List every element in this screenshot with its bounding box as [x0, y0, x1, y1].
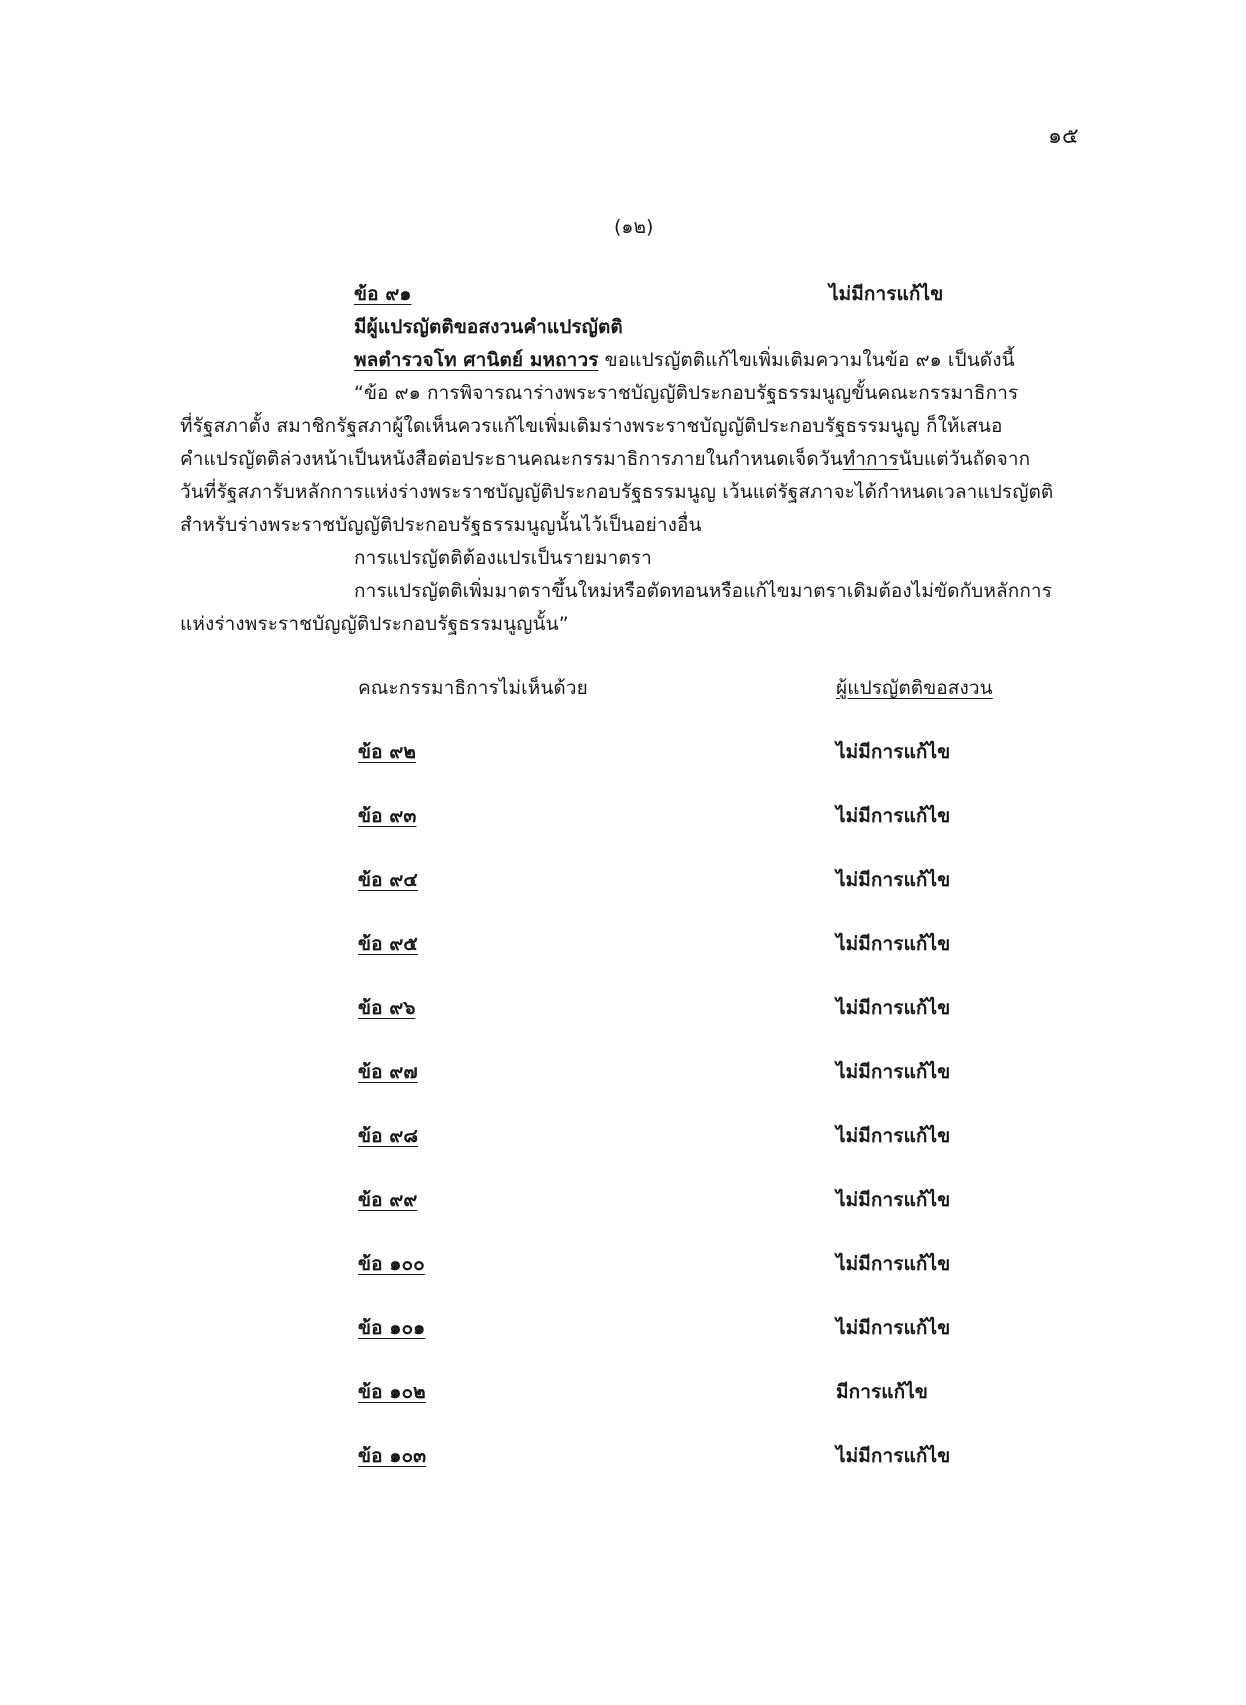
clause-status: ไม่มีการแก้ไข — [836, 805, 951, 827]
quote-line-3-underlined: ทำการ — [842, 448, 899, 470]
clause-91-label: ข้อ ๙๑ — [354, 283, 412, 305]
clause-91-status: ไม่มีการแก้ไข — [829, 283, 944, 305]
proposer-name: พลตำรวจโท ศานิตย์ มหถาวร — [354, 349, 599, 371]
clause-label: ข้อ ๑๐๑ — [358, 1317, 426, 1339]
clause-status: ไม่มีการแก้ไข — [836, 1445, 951, 1467]
quote-line-1: “ข้อ ๙๑ การพิจารณาร่างพระราชบัญญัติประกอบรัฐธรรมนูญขั้นคณะกรรมาธิการ — [354, 382, 1019, 404]
clause-label: ข้อ ๙๕ — [358, 933, 418, 955]
clause-label: ข้อ ๙๔ — [358, 869, 418, 891]
page-number: ๑๕ — [1048, 124, 1079, 149]
quote-line-5: สำหรับร่างพระราชบัญญัติประกอบรัฐธรรมนูญนั้นไว้เป็นอย่างอื่น — [180, 514, 702, 536]
quote-line-3-part-1: คำแปรญัตติล่วงหน้าเป็นหนังสือต่อประธานคณะกรรมาธิการภายในกำหนดเจ็ดวัน — [180, 448, 843, 470]
clause-label: ข้อ ๙๓ — [358, 805, 417, 827]
proposer-line — [354, 344, 1015, 377]
clause-status: มีการแก้ไข — [836, 1381, 928, 1403]
quote-line-4: วันที่รัฐสภารับหลักการแห่งร่างพระราชบัญญัติประกอบรัฐธรรมนูญ เว้นแต่รัฐสภาจะได้กำหนดเวลาแปรญัตติ — [180, 481, 1054, 503]
clause-label: ข้อ ๙๒ — [358, 741, 416, 763]
reserving-proposer: ผู้แปรญัตติขอสงวน — [836, 677, 993, 699]
quote-line-8: แห่งร่างพระราชบัญญัติประกอบรัฐธรรมนูญนั้น” — [180, 613, 569, 635]
clause-label: ข้อ ๙๗ — [358, 1061, 418, 1083]
clause-label: ข้อ ๑๐๐ — [358, 1253, 425, 1275]
section-number: (๑๒) — [614, 216, 654, 238]
clause-status: ไม่มีการแก้ไข — [836, 741, 951, 763]
clause-label: ข้อ ๑๐๒ — [358, 1381, 426, 1403]
quote-line-7: การแปรญัตติเพิ่มมาตราขึ้นใหม่หรือตัดทอนหรือแก้ไขมาตราเดิมต้องไม่ขัดกับหลักการ — [354, 580, 1052, 602]
committee-disagrees: คณะกรรมาธิการไม่เห็นด้วย — [358, 677, 588, 699]
clause-label: ข้อ ๙๘ — [358, 1125, 419, 1147]
quote-line-3 — [180, 443, 1030, 476]
clause-status: ไม่มีการแก้ไข — [836, 1125, 951, 1147]
clause-label: ข้อ ๑๐๓ — [358, 1445, 427, 1467]
quote-line-6: การแปรญัตติต้องแปรเป็นรายมาตรา — [354, 547, 652, 569]
clause-status: ไม่มีการแก้ไข — [836, 1253, 951, 1275]
clause-label: ข้อ ๙๙ — [358, 1189, 418, 1211]
clause-status: ไม่มีการแก้ไข — [836, 1189, 951, 1211]
clause-label: ข้อ ๙๖ — [358, 997, 416, 1019]
clause-status: ไม่มีการแก้ไข — [836, 933, 951, 955]
clause-status: ไม่มีการแก้ไข — [836, 869, 951, 891]
proposer-text: ขอแปรญัตติแก้ไขเพิ่มเติมความในข้อ ๙๑ เป็นดังนี้ — [598, 349, 1015, 371]
clause-status: ไม่มีการแก้ไข — [836, 1317, 951, 1339]
clause-status: ไม่มีการแก้ไข — [836, 997, 951, 1019]
quote-line-3-part-2: นับแต่วันถัดจาก — [898, 448, 1031, 470]
reservation-heading: มีผู้แปรญัตติขอสงวนคำแปรญัตติ — [354, 316, 623, 338]
quote-line-2: ที่รัฐสภาตั้ง สมาชิกรัฐสภาผู้ใดเห็นควรแก้ไขเพิ่มเติมร่างพระราชบัญญัติประกอบรัฐธรรมนูญ ก็ให้เสนอ — [180, 415, 1003, 437]
clause-status: ไม่มีการแก้ไข — [836, 1061, 951, 1083]
